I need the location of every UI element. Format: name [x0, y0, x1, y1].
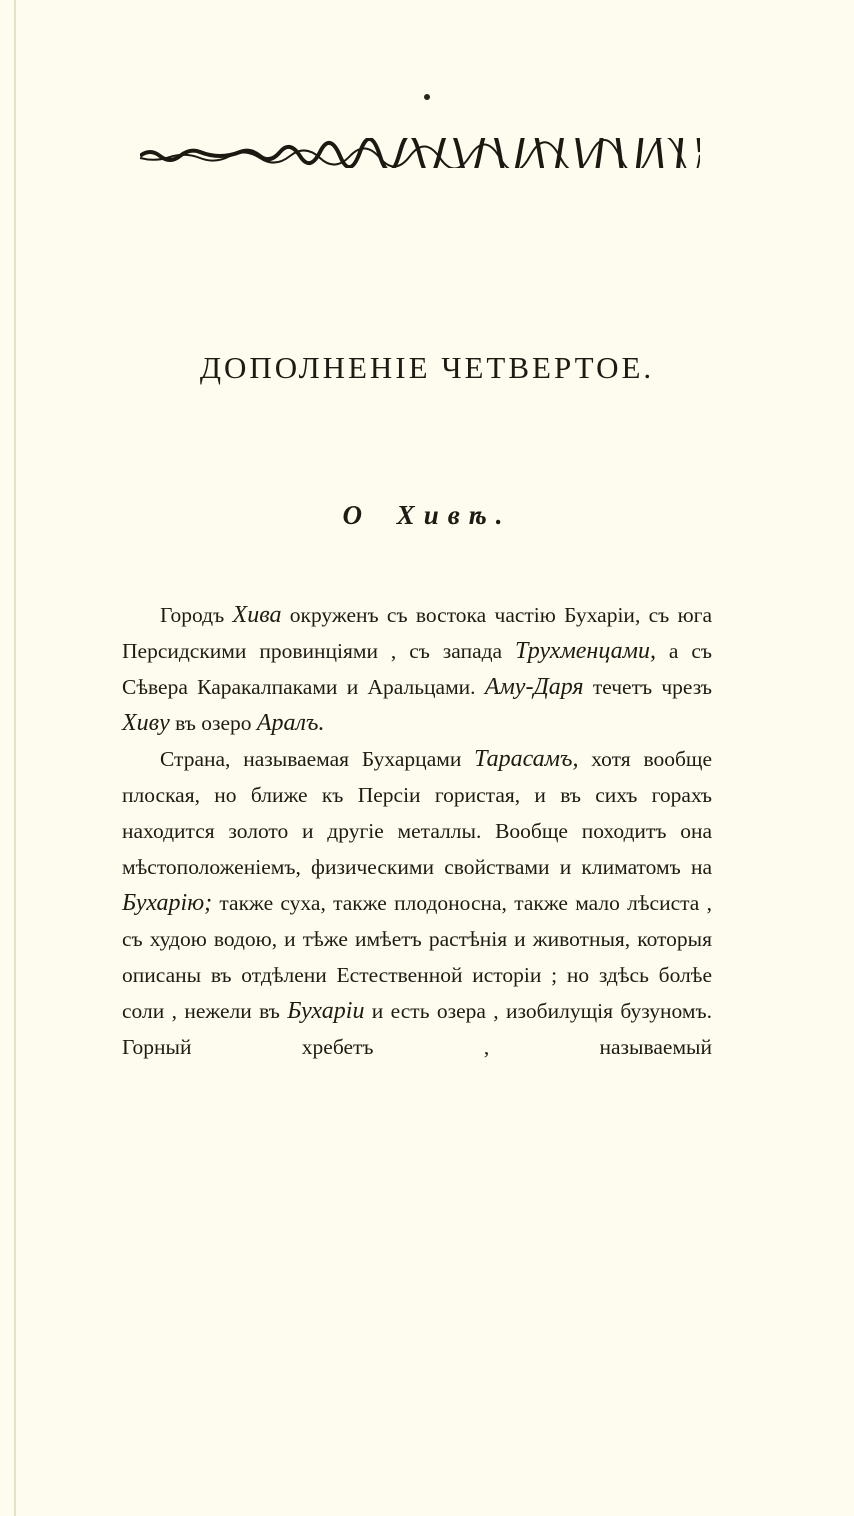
- proper-name-italic: Хива: [232, 602, 282, 628]
- text-run: въ озеро: [169, 711, 257, 735]
- proper-name-italic: Тарасамъ,: [474, 746, 579, 772]
- text-run: Страна, называемая Бухарцами: [160, 747, 475, 771]
- text-run: а съ Сѣвера Каракалпаками и Аральцами.: [122, 639, 712, 699]
- page-edge: [14, 0, 16, 1516]
- text-run: хотя вообще плоская, но ближе къ Персіи гористая, и въ сихъ горахъ находится золото и другіе металлы. Вообще походитъ она мѣстоположеніемъ, физическими свойствами и климатомъ на: [122, 747, 712, 879]
- body-text: [122, 597, 712, 1065]
- section-subtitle: О Хивѣ.: [342, 500, 512, 530]
- paragraph: [122, 741, 712, 1065]
- proper-name-italic: Аралъ.: [256, 710, 325, 736]
- proper-name-italic: Трухменцами,: [515, 638, 656, 664]
- printer-mark: [424, 94, 430, 100]
- paragraph: [122, 597, 712, 741]
- proper-name-italic: Аму-Даря: [484, 674, 584, 700]
- text-run: и есть озера , изобилущія бузуномъ. Горный хребетъ , называемый: [122, 999, 712, 1059]
- proper-name-italic: Бухарію;: [122, 890, 213, 916]
- proper-name-italic: Хиву: [122, 710, 170, 736]
- text-run: окруженъ съ востока частію Бухаріи, съ юга Персидскими провинціями , съ запада: [122, 603, 712, 663]
- text-run: Городъ: [160, 603, 233, 627]
- text-run: течетъ чрезъ: [583, 675, 712, 699]
- ornamental-rule: [140, 138, 700, 168]
- ornament-wave: [140, 138, 700, 168]
- page-title: ДОПОЛНЕНІЕ ЧЕТВЕРТОЕ.: [199, 350, 655, 385]
- text-run: также суха, также плодоносна, также мало лѣсиста , съ худою водою, и тѣже имѣетъ растѣнія и животныя, которыя описаны въ отдѣлени Естественной исторіи ; но здѣсь болѣе соли , нежели въ: [122, 891, 712, 1023]
- proper-name-italic: Бухаріи: [287, 998, 365, 1024]
